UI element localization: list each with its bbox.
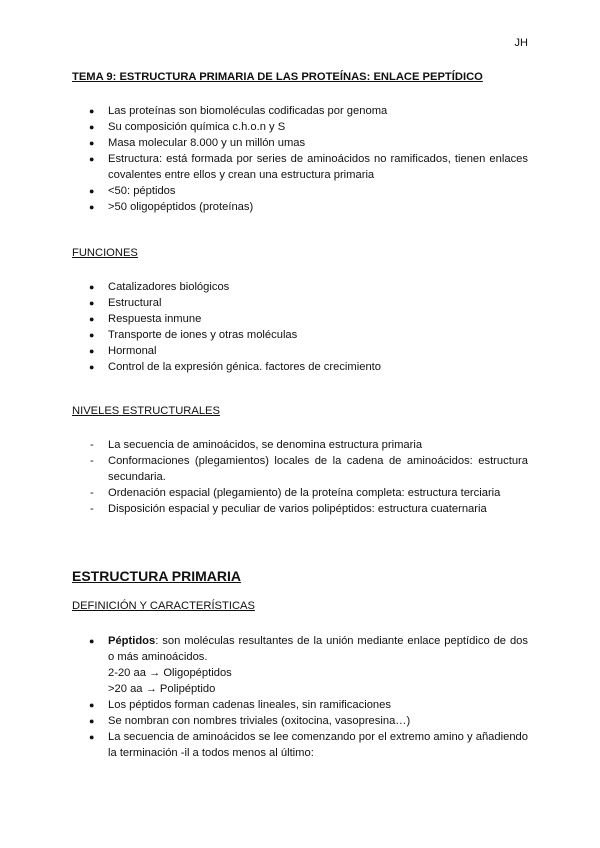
list-item: ● Respuesta inmune: [89, 313, 202, 325]
funciones-list: [72, 279, 528, 375]
list-item: ● Estructural: [89, 297, 162, 309]
list-item: ● Catalizadores biológicos: [89, 281, 230, 293]
dash-icon: -: [90, 503, 94, 515]
niveles-heading: NIVELES ESTRUCTURALES: [72, 405, 220, 417]
dash-icon: -: [90, 487, 94, 499]
bullet-icon: ●: [89, 346, 95, 356]
list-item: ● Masa molecular 8.000 y un millón umas: [89, 137, 306, 149]
dash-icon: -: [90, 439, 94, 451]
polipeptido-line: >20 aa → Polipéptido: [108, 683, 216, 695]
peptidos-text: : son moléculas resultantes de la unión mediante enlace peptídico de dos o más aminoácidos.: [108, 635, 528, 663]
list-item: ● Transporte de iones y otras moléculas: [89, 329, 298, 341]
bullet-icon: ●: [89, 154, 95, 164]
list-item: ● La secuencia de aminoácidos se lee comenzando por el extremo amino y añadiendo la terminación -il a todos menos al último:: [89, 731, 528, 759]
section-heading-primaria: ESTRUCTURA PRIMARIA: [72, 568, 242, 584]
list-item: - La secuencia de aminoácidos, se denomina estructura primaria: [90, 439, 423, 451]
list-item: ● Control de la expresión génica. factores de crecimiento: [89, 361, 381, 373]
niveles-list: [72, 437, 528, 517]
funciones-heading: FUNCIONES: [72, 247, 138, 259]
bullet-icon: ●: [89, 282, 95, 292]
bullet-icon: ●: [89, 732, 95, 742]
oligopeptidos-line: 2-20 aa → Oligopéptidos: [108, 667, 232, 679]
bullet-icon: ●: [89, 716, 95, 726]
bullet-icon: ●: [89, 186, 95, 196]
bullet-icon: ●: [89, 636, 95, 646]
bullet-icon: ●: [89, 330, 95, 340]
bullet-icon: ●: [89, 122, 95, 132]
list-item: ● Estructura: está formada por series de aminoácidos no ramificados, tienen enlaces covalentes entre ellos y crean una estructura primaria: [89, 153, 528, 181]
list-item: ● Se nombran con nombres triviales (oxitocina, vasopresina…): [89, 715, 411, 727]
list-item: ● Su composición química c.h.o.n y S: [89, 121, 286, 133]
list-item: - Ordenación espacial (plegamiento) de la proteína completa: estructura terciaria: [90, 487, 501, 499]
list-item: ● Las proteínas son biomoléculas codificadas por genoma: [89, 105, 388, 117]
bullet-icon: ●: [89, 362, 95, 372]
bullet-icon: ●: [89, 106, 95, 116]
list-item: ● >50 oligopéptidos (proteínas): [89, 201, 254, 213]
bullet-icon: ●: [89, 298, 95, 308]
bullet-icon: ●: [89, 314, 95, 324]
definicion-heading: DEFINICIÓN Y CARACTERÍSTICAS: [72, 600, 255, 612]
bullet-icon: ●: [89, 138, 95, 148]
header-initials: JH: [514, 37, 528, 49]
page-title: TEMA 9: ESTRUCTURA PRIMARIA DE LAS PROTEÍNAS: ENLACE PEPTÍDICO: [72, 71, 483, 83]
list-item: - Conformaciones (plegamientos) locales de la cadena de aminoácidos: estructura secundaria.: [90, 455, 528, 483]
list-item: [72, 633, 528, 697]
dash-icon: -: [90, 455, 94, 467]
bullet-icon: ●: [89, 700, 95, 710]
intro-list: [72, 103, 528, 215]
list-item: ● Hormonal: [89, 345, 157, 357]
list-item: ● Los péptidos forman cadenas lineales, sin ramificaciones: [89, 699, 391, 711]
list-item: - Disposición espacial y peculiar de varios polipéptidos: estructura cuaternaria: [90, 503, 487, 515]
bullet-icon: ●: [89, 202, 95, 212]
list-item: ● <50: péptidos: [89, 185, 176, 197]
primaria-list: [72, 633, 528, 761]
peptidos-label: Péptidos: [108, 635, 156, 647]
